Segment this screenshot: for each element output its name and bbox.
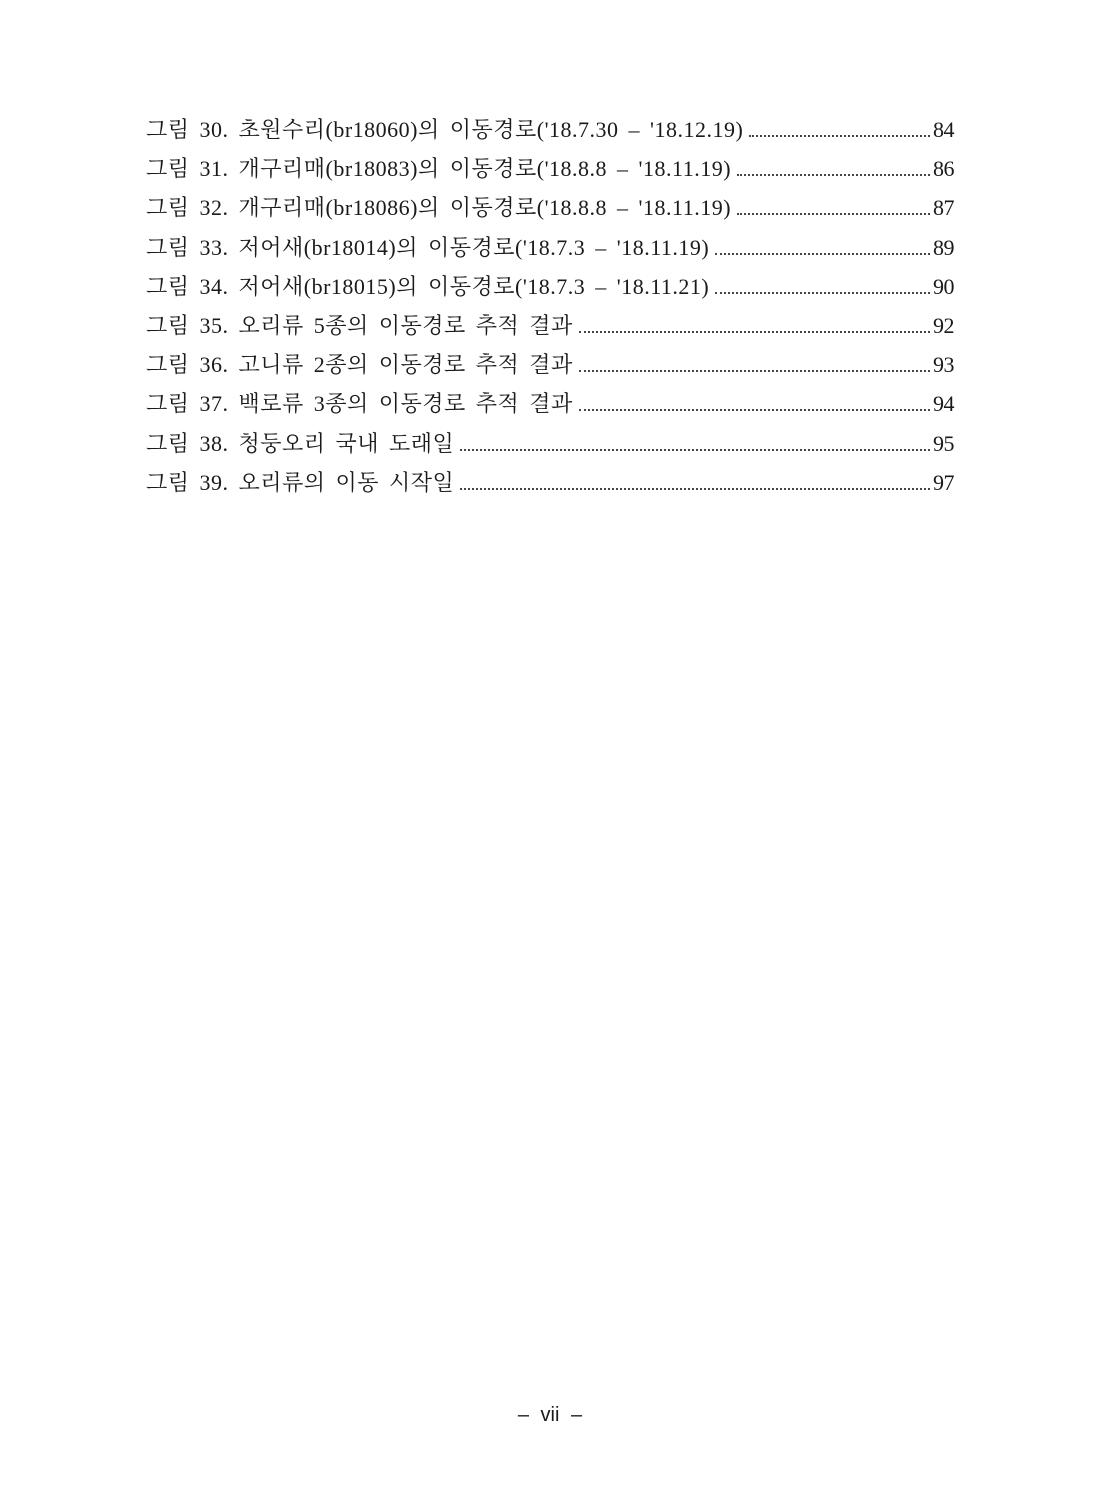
figure-list [146,110,954,502]
dot-leader [579,331,930,333]
figure-caption: 그림 32. 개구리매(br18086)의 이동경로('18.8.8 – '18.11.19) [146,195,732,221]
dot-leader [579,409,930,411]
list-item[interactable] [146,228,954,267]
figure-caption: 그림 33. 저어새(br18014)의 이동경로('18.7.3 – '18.11.19) [146,234,710,260]
figure-caption: 그림 30. 초원수리(br18060)의 이동경로('18.7.30 – '18.12.19) [146,117,744,142]
page-reference: 97 [933,469,954,495]
list-item[interactable] [146,384,954,423]
figure-caption: 그림 38. 청둥오리 국내 도래일 [146,430,455,456]
dot-leader [579,370,930,372]
page-reference: 90 [933,273,954,299]
figure-caption: 그림 37. 백로류 3종의 이동경로 추적 결과 [146,391,573,417]
page-reference: 95 [933,430,954,456]
list-item[interactable] [146,306,954,345]
page-reference: 94 [933,391,954,417]
list-item[interactable] [146,267,954,306]
figure-caption: 그림 39. 오리류의 이동 시작일 [146,469,455,495]
dot-leader [460,488,930,490]
list-item[interactable] [146,149,954,188]
dot-leader [737,174,930,176]
page-reference: 92 [933,312,954,338]
dot-leader [460,449,930,451]
list-item[interactable] [146,345,954,384]
figure-caption: 그림 36. 고니류 2종의 이동경로 추적 결과 [146,352,573,378]
page-reference: 93 [933,352,954,378]
list-item[interactable] [146,110,954,149]
dot-leader [737,213,930,215]
dot-leader [715,292,930,294]
page-reference: 86 [933,156,954,182]
dot-leader [715,253,930,255]
figure-caption: 그림 34. 저어새(br18015)의 이동경로('18.7.3 – '18.11.21) [146,273,710,299]
list-item[interactable] [146,188,954,227]
page-reference: 87 [933,195,954,221]
figure-caption: 그림 35. 오리류 5종의 이동경로 추적 결과 [146,312,573,338]
dot-leader [749,135,930,137]
list-item[interactable] [146,463,954,502]
list-item[interactable] [146,424,954,463]
page-reference: 84 [933,117,954,142]
figure-caption: 그림 31. 개구리매(br18083)의 이동경로('18.8.8 – '18.11.19) [146,156,732,182]
page-number: – vii – [517,1404,583,1426]
page-reference: 89 [933,234,954,260]
